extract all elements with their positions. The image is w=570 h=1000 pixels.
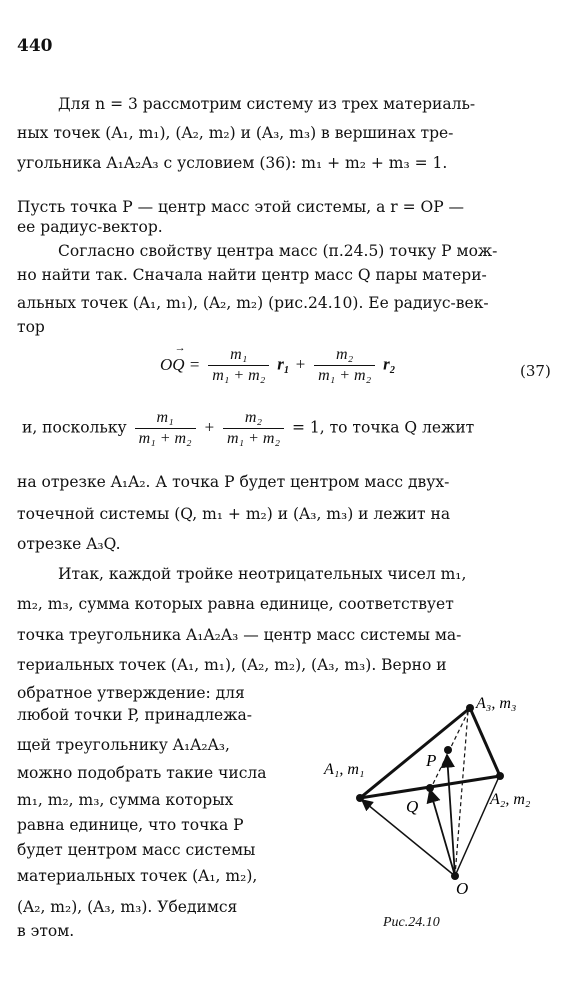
text-line: ных точек (A₁, m₁), (A₂, m₂) и (A₃, m₃) в вершинах тре- bbox=[17, 124, 454, 142]
text-line: щей треугольнику A₁A₂A₃, bbox=[17, 736, 230, 754]
inline-eq: = 1, bbox=[291, 418, 325, 437]
eq-term-1: r₁ bbox=[277, 354, 290, 374]
page-number: 440 bbox=[17, 36, 53, 56]
text-line: на отрезке A₁A₂. А точка P будет центром масс двух- bbox=[17, 473, 450, 491]
text-line: отрезке A₃Q. bbox=[17, 535, 121, 553]
text-line: можно подобрать такие числа bbox=[17, 764, 267, 782]
inline-frac1-num: m₁ bbox=[135, 408, 196, 429]
inline-frac2-num: m₂ bbox=[223, 408, 284, 429]
text-line: Согласно свойству центра масс (п.24.5) точку P мож- bbox=[58, 242, 498, 260]
text-line: Для n = 3 рассмотрим систему из трех материаль- bbox=[58, 95, 476, 113]
label-q: Q bbox=[406, 797, 419, 816]
point-p bbox=[444, 746, 452, 754]
label-a3: A₃, m₃ bbox=[476, 695, 517, 712]
label-a1: A₁, m₁ bbox=[324, 761, 365, 778]
text-line: обратное утверждение: для bbox=[17, 684, 245, 702]
equation-number: (37) bbox=[520, 362, 551, 380]
inline-suffix: то точка Q лежит bbox=[329, 418, 475, 437]
point-q bbox=[426, 784, 434, 792]
eq-frac2-num: m₂ bbox=[314, 345, 375, 366]
text-line: m₁, m₂, m₃, сумма которых bbox=[17, 791, 234, 809]
text-line: Итак, каждой тройке неотрицательных чисел m₁, bbox=[58, 565, 467, 583]
text-line: точка треугольника A₁A₂A₃ — центр масс системы ма- bbox=[17, 626, 462, 644]
point-a3 bbox=[466, 704, 474, 712]
inline-plus: + bbox=[203, 417, 216, 437]
point-a1 bbox=[356, 794, 364, 802]
text-line: в этом. bbox=[17, 922, 75, 940]
text-line: материальных точек (A₁, m₂), bbox=[17, 867, 258, 885]
eq-term-2: r₂ bbox=[383, 354, 396, 374]
triangle-figure bbox=[300, 680, 560, 910]
text-line: угольника A₁A₂A₃ с условием (36): m₁ + m₂ + m₃ = 1. bbox=[17, 154, 448, 172]
vector-op bbox=[447, 755, 455, 876]
eq-frac1-num: m₁ bbox=[208, 345, 269, 366]
text-line: будет центром масс системы bbox=[17, 841, 256, 859]
inline-frac2-den: m₁ + m₂ bbox=[226, 430, 280, 447]
text-line: (A₂, m₂), (A₃, m₃). Убедимся bbox=[17, 898, 238, 916]
eq-frac2-den: m₁ + m₂ bbox=[318, 367, 372, 384]
inline-fraction-1 bbox=[135, 408, 196, 449]
eq-fraction-2 bbox=[314, 345, 375, 386]
inline-fraction-2 bbox=[223, 408, 284, 449]
inline-prefix: и, поскольку bbox=[22, 418, 127, 437]
edge-a3-a2 bbox=[470, 708, 500, 776]
eq-frac1-den: m₁ + m₂ bbox=[212, 367, 266, 384]
label-p: P bbox=[426, 751, 437, 770]
figure-caption: Рис.24.10 bbox=[383, 915, 440, 930]
text-line: m₂, m₃, сумма которых равна единице, соответствует bbox=[17, 595, 454, 613]
label-o: O bbox=[456, 879, 469, 898]
text-line: но найти так. Сначала найти центр масс Q пары матери- bbox=[17, 266, 487, 284]
text-line: любой точки P, принадлежа- bbox=[17, 706, 252, 724]
vector-oq bbox=[430, 790, 455, 876]
text-line: точечной системы (Q, m₁ + m₂) и (A₃, m₃) и лежит на bbox=[17, 505, 451, 523]
inline-frac1-den: m₁ + m₂ bbox=[138, 430, 192, 447]
label-a2: A₂, m₂ bbox=[490, 791, 531, 808]
text-line: ее радиус-вектор. bbox=[17, 218, 163, 236]
text-line: териальных точек (A₁, m₁), (A₂, m₂), (A₃, m₃). Верно и bbox=[17, 656, 447, 674]
text-line: Пусть точка P — центр масс этой системы, а r = OP — bbox=[17, 198, 465, 216]
text-line: тор bbox=[17, 318, 45, 336]
equation-inline bbox=[22, 408, 474, 449]
text-line: альных точек (A₁, m₁), (A₂, m₂) (рис.24.10). Ее радиус-век- bbox=[17, 294, 489, 312]
eq-lhs: → OQ = bbox=[160, 355, 200, 375]
point-a2 bbox=[496, 772, 504, 780]
equation-37 bbox=[160, 345, 396, 386]
text-line: равна единице, что точка P bbox=[17, 816, 244, 834]
eq-plus: + bbox=[294, 354, 307, 374]
eq-fraction-1 bbox=[208, 345, 269, 386]
